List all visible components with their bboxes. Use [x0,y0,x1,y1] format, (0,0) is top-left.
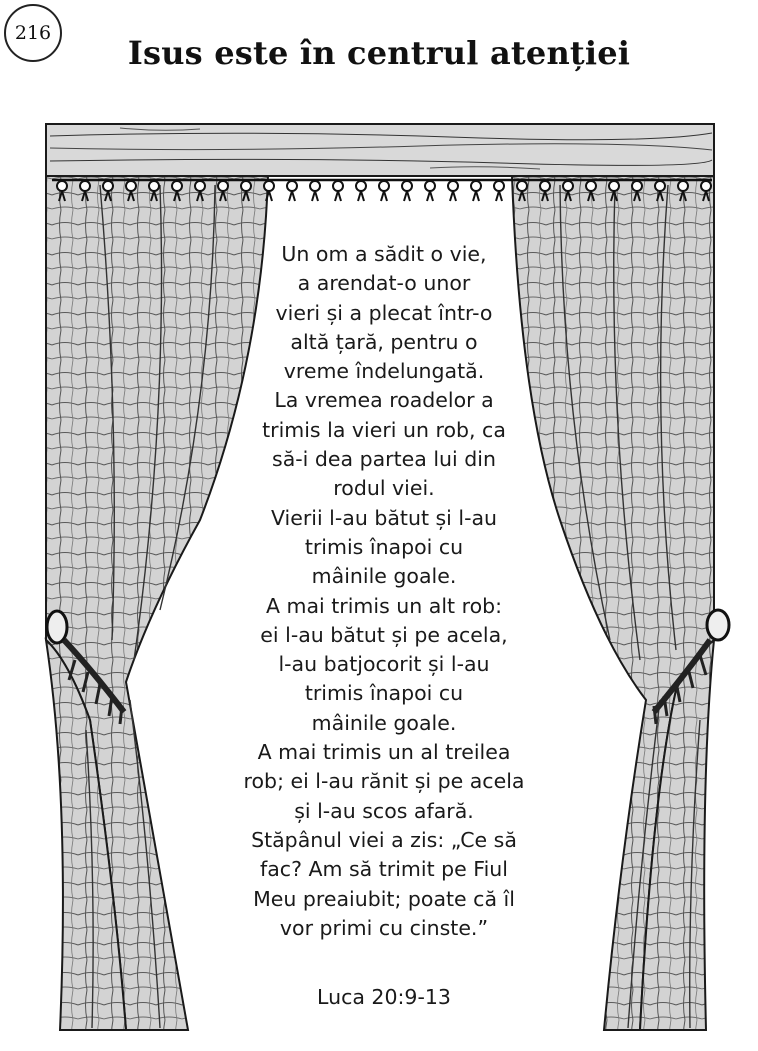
page-number: 216 [14,22,52,44]
verse-line: vieri și a plecat într-o [275,300,493,325]
page-title: Isus este în centrul atenției [127,34,631,72]
verse-line: ei l-au bătut și pe acela, [260,622,508,647]
verse-line: vor primi cu cinste.” [279,915,489,940]
verse-line: Un om a sădit o vie, [281,242,487,266]
verse-line: Vierii l-au bătut și l-au [270,505,498,530]
verse-line: vreme îndelungată. [283,359,485,384]
verse-line: rodul viei. [333,476,435,501]
verse-line: La vremea roadelor a [274,388,494,413]
scripture-reference: Luca 20:9-13 [317,985,451,1009]
verse-line: mâinile goale. [311,564,457,589]
verse-line: mâinile goale. [311,710,457,735]
right-curtain [512,176,729,1030]
verse-line: Meu preaiubit; poate că îl [253,886,515,911]
verse-line: A mai trimis un alt rob: [265,593,503,618]
verse-line: altă țară, pentru o [290,329,478,354]
verse-line: A mai trimis un al treilea [257,740,511,765]
left-tieback-icon [47,611,67,643]
left-curtain [46,176,268,1030]
verse-line: trimis înapoi cu [304,681,464,706]
verse-line: să-i dea partea lui din [272,447,496,472]
verse-line: a arendat-o unor [297,271,471,296]
right-tieback-icon [707,610,729,640]
verse-line: Stăpânul viei a zis: „Ce să [251,827,517,852]
verse-line: trimis la vieri un rob, ca [262,417,506,442]
verse-line: l-au batjocorit și l-au [278,652,490,677]
verse-line: fac? Am să trimit pe Fiul [260,857,508,882]
verse-line: rob; ei l-au rănit și pe acela [243,769,525,794]
verse-text [238,240,530,943]
verse-line: trimis înapoi cu [304,534,464,559]
verse-line: și l-au scos afară. [294,798,474,823]
curtain-rod [46,124,714,176]
